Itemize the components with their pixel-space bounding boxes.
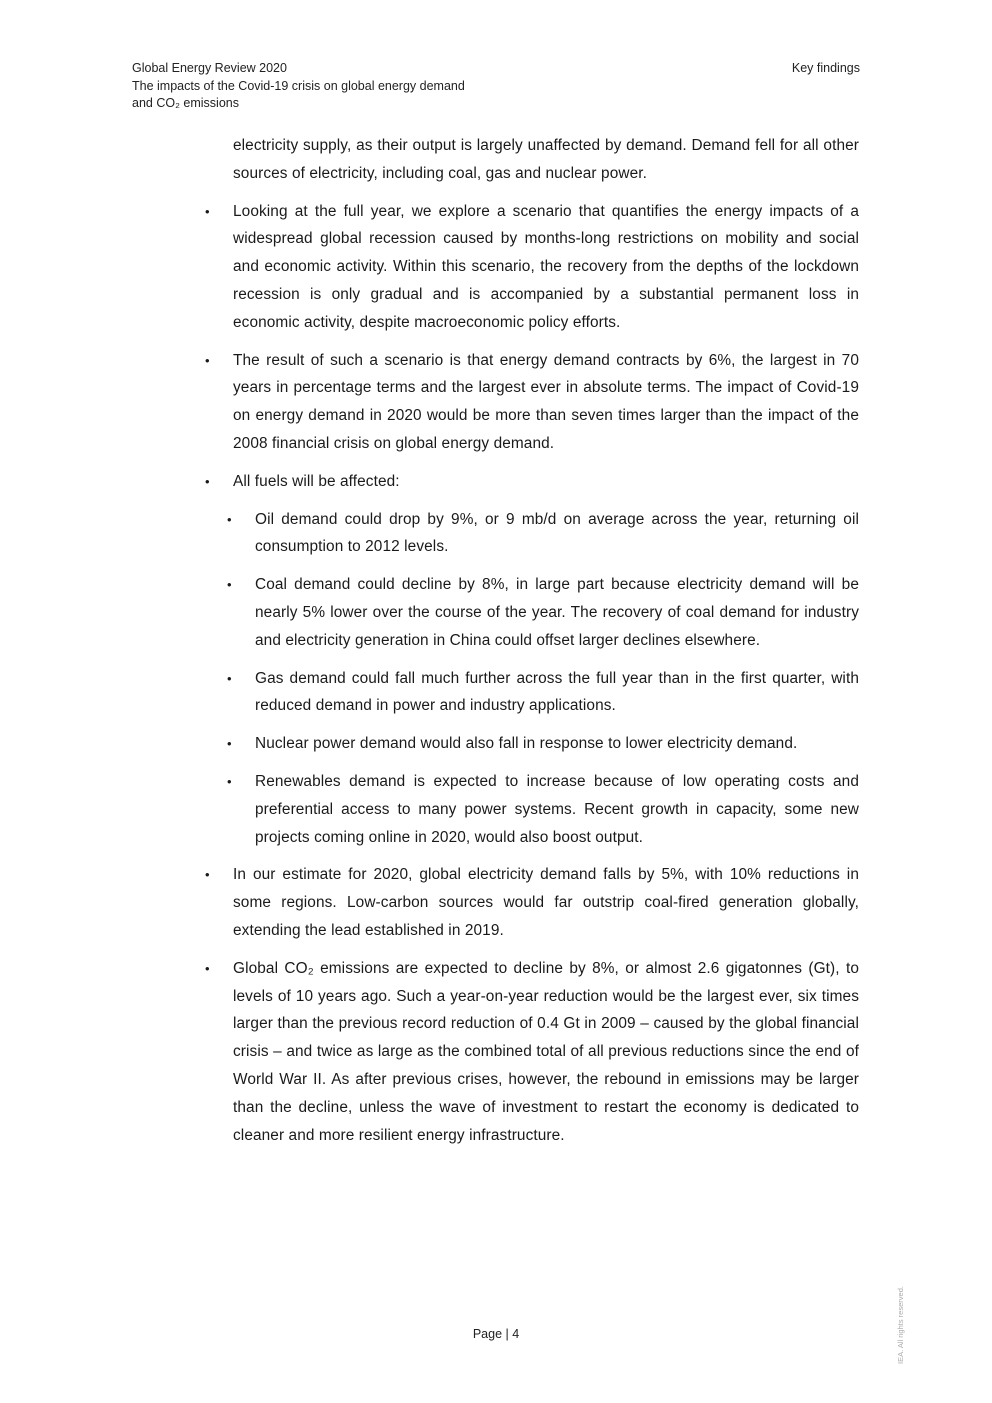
page-body: [205, 132, 859, 1159]
continuation-paragraph: electricity supply, as their output is largely unaffected by demand. Demand fell for all other sources of electricity, including coal, gas and nuclear power.: [233, 137, 859, 182]
list-item: [205, 198, 859, 337]
bullet-icon: •: [227, 736, 232, 752]
list-item-text: All fuels will be affected:: [233, 472, 400, 490]
sub-list-item-text: Oil demand could drop by 9%, or 9 mb/d on average across the year, returning oil consumption to 2012 levels.: [255, 510, 859, 556]
sub-list-item: [205, 665, 859, 721]
list-item-text: Global CO₂ emissions are expected to decline by 8%, or almost 2.6 gigatonnes (Gt), to levels of 10 years ago. Such a year-on-year reduction would be the largest ever, six times larger than the previous record reduction of 0.4 Gt in 2009 – caused by the global financial crisis – and twice as large as the combined total of all previous reductions since the end of World War II. As after previous crises, however, the rebound in emissions may be larger than the decline, unless the wave of investment to restart the economy is dedicated to cleaner and more resilient energy infrastructure.: [233, 959, 859, 1144]
list-item-text: The result of such a scenario is that energy demand contracts by 6%, the largest in 70 years in percentage terms and the largest ever in absolute terms. The impact of Covid-19 on energy demand in 2020 would be more than seven times larger than the impact of the 2008 financial crisis on global energy demand.: [233, 351, 859, 452]
bullet-icon: •: [205, 867, 210, 883]
list-item-text: In our estimate for 2020, global electricity demand falls by 5%, with 10% reductions in some regions. Low-carbon sources would far outstrip coal-fired generation globally, extending the lead established in 2019.: [233, 866, 859, 939]
rights-notice: IEA. All rights reserved.: [896, 1286, 905, 1364]
bullet-icon: •: [227, 577, 232, 593]
sub-list-item-text: Gas demand could fall much further across the full year than in the first quarter, with reduced demand in power and industry applications.: [255, 669, 859, 715]
bullet-icon: •: [227, 670, 232, 686]
sub-list-item: [205, 506, 859, 562]
page-number: Page | 4: [472, 1327, 520, 1341]
running-header-left: [132, 60, 465, 113]
sub-list-item: [205, 571, 859, 654]
sub-list-item-text: Coal demand could decline by 8%, in large part because electricity demand will be nearly 5% lower over the course of the year. The recovery of coal demand for industry and electricity generation in China could offset larger declines elsewhere.: [255, 576, 859, 649]
list-item: [205, 468, 859, 496]
list-item-text: Looking at the full year, we explore a scenario that quantifies the energy impacts of a widespread global recession caused by months-long restrictions on mobility and social and economic activity. Within this scenario, the recovery from the depths of the lockdown recession is only gradual and is accompanied by a substantial permanent loss in economic activity, despite macroeconomic policy efforts.: [233, 202, 859, 331]
bullet-icon: •: [227, 511, 232, 527]
bullet-icon: •: [205, 352, 210, 368]
sub-list-item-text: Renewables demand is expected to increase because of low operating costs and preferential access to many power systems. Recent growth in capacity, some new projects coming online in 2020, would also boost output.: [255, 772, 859, 846]
bullet-icon: •: [205, 203, 210, 219]
sub-list-item: [205, 768, 859, 851]
list-item: [205, 861, 859, 944]
list-item: [205, 347, 859, 458]
section-name: Key findings: [791, 61, 860, 75]
list-item: [205, 955, 859, 1150]
bullet-icon: •: [205, 960, 210, 976]
sub-list-item: [205, 730, 859, 758]
sub-list-item-text: Nuclear power demand would also fall in response to lower electricity demand.: [255, 735, 798, 753]
report-subtitle-line1: The impacts of the Covid-19 crisis on global energy demand: [132, 78, 465, 93]
bullet-icon: •: [205, 473, 210, 489]
report-title: Global Energy Review 2020: [132, 61, 287, 75]
bullet-icon: •: [227, 773, 232, 789]
report-subtitle-line2: and CO₂ emissions: [132, 96, 239, 110]
